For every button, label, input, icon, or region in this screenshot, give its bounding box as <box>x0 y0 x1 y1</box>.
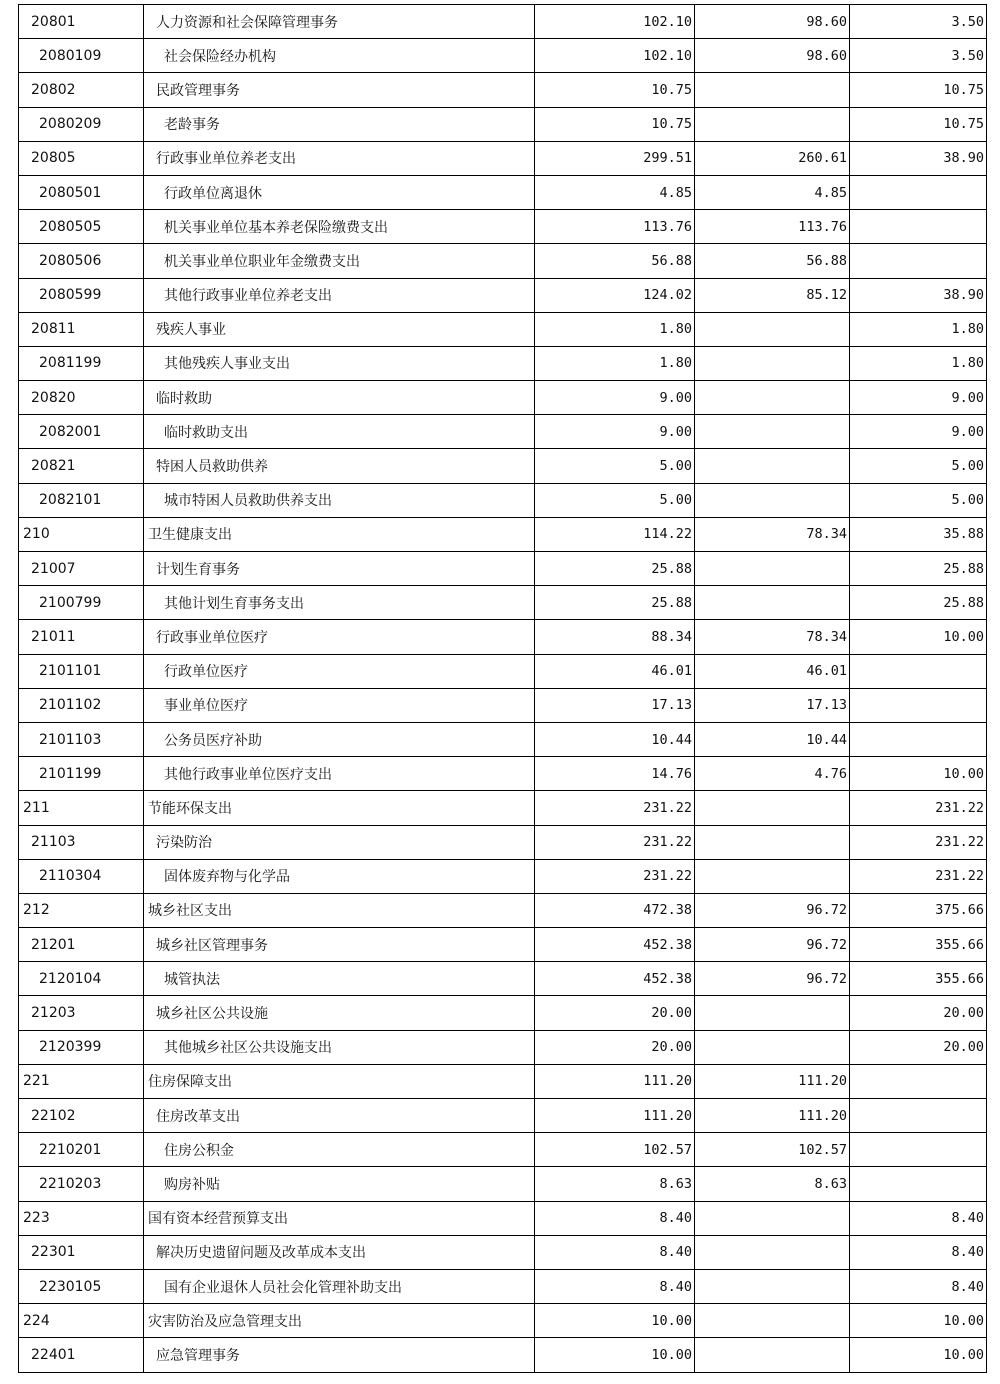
table-row <box>19 928 987 962</box>
code-cell: 20802 <box>19 73 144 107</box>
name-cell: 其他城乡社区公共设施支出 <box>144 1030 535 1064</box>
name-cell: 解决历史遗留问题及改革成本支出 <box>144 1235 535 1269</box>
total-cell: 88.34 <box>535 620 695 654</box>
project-expenditure-cell: 9.00 <box>850 381 987 415</box>
total-cell: 10.00 <box>535 1304 695 1338</box>
code-cell: 2120104 <box>19 962 144 996</box>
name-cell: 其他行政事业单位医疗支出 <box>144 757 535 791</box>
table-row <box>19 1304 987 1338</box>
project-expenditure-cell: 231.22 <box>850 791 987 825</box>
table-row <box>19 449 987 483</box>
name-cell: 城乡社区支出 <box>144 893 535 927</box>
basic-expenditure-cell: 4.85 <box>695 175 850 209</box>
name-cell: 节能环保支出 <box>144 791 535 825</box>
basic-expenditure-cell: 96.72 <box>695 928 850 962</box>
code-cell: 20811 <box>19 312 144 346</box>
table-row <box>19 757 987 791</box>
basic-expenditure-cell <box>695 1269 850 1303</box>
total-cell: 472.38 <box>535 893 695 927</box>
name-cell: 其他残疾人事业支出 <box>144 346 535 380</box>
table-row <box>19 688 987 722</box>
code-cell: 2082001 <box>19 415 144 449</box>
code-cell: 22301 <box>19 1235 144 1269</box>
project-expenditure-cell: 10.00 <box>850 1338 987 1372</box>
name-cell: 机关事业单位基本养老保险缴费支出 <box>144 210 535 244</box>
code-cell: 2080506 <box>19 244 144 278</box>
code-cell: 22102 <box>19 1099 144 1133</box>
table-row <box>19 722 987 756</box>
code-cell: 2080209 <box>19 107 144 141</box>
table-row <box>19 1064 987 1098</box>
basic-expenditure-cell: 78.34 <box>695 620 850 654</box>
name-cell: 住房改革支出 <box>144 1099 535 1133</box>
name-cell: 固体废弃物与化学品 <box>144 859 535 893</box>
basic-expenditure-cell <box>695 483 850 517</box>
code-cell: 2080505 <box>19 210 144 244</box>
code-cell: 224 <box>19 1304 144 1338</box>
total-cell: 14.76 <box>535 757 695 791</box>
code-cell: 2120399 <box>19 1030 144 1064</box>
name-cell: 城管执法 <box>144 962 535 996</box>
code-cell: 22401 <box>19 1338 144 1372</box>
code-cell: 21203 <box>19 996 144 1030</box>
name-cell: 临时救助 <box>144 381 535 415</box>
total-cell: 231.22 <box>535 825 695 859</box>
name-cell: 残疾人事业 <box>144 312 535 346</box>
basic-expenditure-cell: 85.12 <box>695 278 850 312</box>
code-cell: 210 <box>19 517 144 551</box>
basic-expenditure-cell: 96.72 <box>695 893 850 927</box>
total-cell: 5.00 <box>535 449 695 483</box>
table-row <box>19 996 987 1030</box>
basic-expenditure-cell <box>695 552 850 586</box>
table-row <box>19 107 987 141</box>
basic-expenditure-cell <box>695 791 850 825</box>
table-row <box>19 620 987 654</box>
table-row <box>19 586 987 620</box>
total-cell: 9.00 <box>535 415 695 449</box>
basic-expenditure-cell <box>695 415 850 449</box>
basic-expenditure-cell <box>695 825 850 859</box>
project-expenditure-cell: 5.00 <box>850 483 987 517</box>
name-cell: 国有资本经营预算支出 <box>144 1201 535 1235</box>
code-cell: 20805 <box>19 141 144 175</box>
total-cell: 25.88 <box>535 586 695 620</box>
basic-expenditure-cell <box>695 312 850 346</box>
basic-expenditure-cell: 113.76 <box>695 210 850 244</box>
basic-expenditure-cell: 98.60 <box>695 39 850 73</box>
table-row <box>19 517 987 551</box>
basic-expenditure-cell <box>695 1338 850 1372</box>
project-expenditure-cell <box>850 1133 987 1167</box>
code-cell: 2080599 <box>19 278 144 312</box>
basic-expenditure-cell: 17.13 <box>695 688 850 722</box>
name-cell: 社会保险经办机构 <box>144 39 535 73</box>
name-cell: 卫生健康支出 <box>144 517 535 551</box>
project-expenditure-cell: 8.40 <box>850 1201 987 1235</box>
code-cell: 21011 <box>19 620 144 654</box>
total-cell: 102.57 <box>535 1133 695 1167</box>
project-expenditure-cell: 8.40 <box>850 1269 987 1303</box>
table-row <box>19 312 987 346</box>
total-cell: 114.22 <box>535 517 695 551</box>
code-cell: 2082101 <box>19 483 144 517</box>
code-cell: 2080109 <box>19 39 144 73</box>
project-expenditure-cell <box>850 722 987 756</box>
basic-expenditure-cell: 78.34 <box>695 517 850 551</box>
project-expenditure-cell: 10.75 <box>850 73 987 107</box>
project-expenditure-cell: 5.00 <box>850 449 987 483</box>
project-expenditure-cell: 25.88 <box>850 552 987 586</box>
name-cell: 应急管理事务 <box>144 1338 535 1372</box>
basic-expenditure-cell <box>695 586 850 620</box>
basic-expenditure-cell: 46.01 <box>695 654 850 688</box>
basic-expenditure-cell <box>695 381 850 415</box>
table-row <box>19 1269 987 1303</box>
project-expenditure-cell <box>850 688 987 722</box>
name-cell: 城乡社区管理事务 <box>144 928 535 962</box>
project-expenditure-cell: 3.50 <box>850 39 987 73</box>
code-cell: 221 <box>19 1064 144 1098</box>
project-expenditure-cell: 1.80 <box>850 312 987 346</box>
code-cell: 21007 <box>19 552 144 586</box>
project-expenditure-cell: 35.88 <box>850 517 987 551</box>
project-expenditure-cell <box>850 210 987 244</box>
table-row <box>19 893 987 927</box>
project-expenditure-cell: 355.66 <box>850 928 987 962</box>
code-cell: 21103 <box>19 825 144 859</box>
table-row <box>19 825 987 859</box>
table-row <box>19 552 987 586</box>
project-expenditure-cell: 3.50 <box>850 5 987 39</box>
table-row <box>19 1167 987 1201</box>
project-expenditure-cell: 10.00 <box>850 1304 987 1338</box>
basic-expenditure-cell <box>695 859 850 893</box>
code-cell: 2081199 <box>19 346 144 380</box>
total-cell: 5.00 <box>535 483 695 517</box>
project-expenditure-cell: 1.80 <box>850 346 987 380</box>
name-cell: 临时救助支出 <box>144 415 535 449</box>
total-cell: 9.00 <box>535 381 695 415</box>
code-cell: 2080501 <box>19 175 144 209</box>
project-expenditure-cell: 20.00 <box>850 1030 987 1064</box>
project-expenditure-cell <box>850 654 987 688</box>
code-cell: 223 <box>19 1201 144 1235</box>
code-cell: 2210203 <box>19 1167 144 1201</box>
basic-expenditure-cell: 102.57 <box>695 1133 850 1167</box>
total-cell: 20.00 <box>535 996 695 1030</box>
total-cell: 8.63 <box>535 1167 695 1201</box>
total-cell: 8.40 <box>535 1269 695 1303</box>
total-cell: 1.80 <box>535 312 695 346</box>
total-cell: 10.75 <box>535 73 695 107</box>
table-row <box>19 39 987 73</box>
total-cell: 10.75 <box>535 107 695 141</box>
name-cell: 老龄事务 <box>144 107 535 141</box>
table-row <box>19 1201 987 1235</box>
name-cell: 民政管理事务 <box>144 73 535 107</box>
total-cell: 20.00 <box>535 1030 695 1064</box>
table-row <box>19 1133 987 1167</box>
total-cell: 102.10 <box>535 5 695 39</box>
project-expenditure-cell: 231.22 <box>850 825 987 859</box>
basic-expenditure-cell: 98.60 <box>695 5 850 39</box>
project-expenditure-cell: 10.00 <box>850 620 987 654</box>
table-row <box>19 654 987 688</box>
basic-expenditure-cell <box>695 73 850 107</box>
table-row <box>19 859 987 893</box>
code-cell: 2100799 <box>19 586 144 620</box>
project-expenditure-cell <box>850 1099 987 1133</box>
total-cell: 102.10 <box>535 39 695 73</box>
table-row <box>19 346 987 380</box>
total-cell: 4.85 <box>535 175 695 209</box>
total-cell: 25.88 <box>535 552 695 586</box>
project-expenditure-cell <box>850 1064 987 1098</box>
basic-expenditure-cell: 111.20 <box>695 1064 850 1098</box>
code-cell: 21201 <box>19 928 144 962</box>
basic-expenditure-cell: 10.44 <box>695 722 850 756</box>
basic-expenditure-cell <box>695 107 850 141</box>
basic-expenditure-cell: 96.72 <box>695 962 850 996</box>
project-expenditure-cell: 9.00 <box>850 415 987 449</box>
project-expenditure-cell: 231.22 <box>850 859 987 893</box>
name-cell: 计划生育事务 <box>144 552 535 586</box>
name-cell: 事业单位医疗 <box>144 688 535 722</box>
budget-table <box>18 4 987 1373</box>
basic-expenditure-cell <box>695 1235 850 1269</box>
table-row <box>19 483 987 517</box>
project-expenditure-cell <box>850 244 987 278</box>
total-cell: 124.02 <box>535 278 695 312</box>
basic-expenditure-cell: 8.63 <box>695 1167 850 1201</box>
total-cell: 56.88 <box>535 244 695 278</box>
table-row <box>19 175 987 209</box>
total-cell: 111.20 <box>535 1099 695 1133</box>
table-row <box>19 791 987 825</box>
name-cell: 国有企业退休人员社会化管理补助支出 <box>144 1269 535 1303</box>
total-cell: 46.01 <box>535 654 695 688</box>
total-cell: 299.51 <box>535 141 695 175</box>
budget-table-body <box>19 5 987 1373</box>
name-cell: 住房公积金 <box>144 1133 535 1167</box>
basic-expenditure-cell: 260.61 <box>695 141 850 175</box>
basic-expenditure-cell: 4.76 <box>695 757 850 791</box>
code-cell: 2101102 <box>19 688 144 722</box>
table-row <box>19 73 987 107</box>
basic-expenditure-cell: 111.20 <box>695 1099 850 1133</box>
code-cell: 2101101 <box>19 654 144 688</box>
name-cell: 行政单位离退休 <box>144 175 535 209</box>
table-row <box>19 1235 987 1269</box>
table-row <box>19 244 987 278</box>
project-expenditure-cell: 375.66 <box>850 893 987 927</box>
project-expenditure-cell: 355.66 <box>850 962 987 996</box>
project-expenditure-cell: 38.90 <box>850 278 987 312</box>
project-expenditure-cell: 8.40 <box>850 1235 987 1269</box>
basic-expenditure-cell <box>695 1304 850 1338</box>
code-cell: 20820 <box>19 381 144 415</box>
total-cell: 10.00 <box>535 1338 695 1372</box>
code-cell: 2110304 <box>19 859 144 893</box>
total-cell: 111.20 <box>535 1064 695 1098</box>
basic-expenditure-cell <box>695 996 850 1030</box>
basic-expenditure-cell: 56.88 <box>695 244 850 278</box>
code-cell: 20821 <box>19 449 144 483</box>
table-row <box>19 278 987 312</box>
name-cell: 住房保障支出 <box>144 1064 535 1098</box>
code-cell: 2230105 <box>19 1269 144 1303</box>
table-row <box>19 962 987 996</box>
name-cell: 其他计划生育事务支出 <box>144 586 535 620</box>
code-cell: 211 <box>19 791 144 825</box>
code-cell: 2210201 <box>19 1133 144 1167</box>
name-cell: 污染防治 <box>144 825 535 859</box>
table-row <box>19 1099 987 1133</box>
table-row <box>19 141 987 175</box>
total-cell: 452.38 <box>535 928 695 962</box>
total-cell: 452.38 <box>535 962 695 996</box>
name-cell: 行政事业单位养老支出 <box>144 141 535 175</box>
name-cell: 行政事业单位医疗 <box>144 620 535 654</box>
total-cell: 10.44 <box>535 722 695 756</box>
basic-expenditure-cell <box>695 1201 850 1235</box>
project-expenditure-cell: 10.00 <box>850 757 987 791</box>
project-expenditure-cell <box>850 175 987 209</box>
table-row <box>19 1030 987 1064</box>
total-cell: 8.40 <box>535 1201 695 1235</box>
table-row <box>19 415 987 449</box>
total-cell: 17.13 <box>535 688 695 722</box>
name-cell: 购房补贴 <box>144 1167 535 1201</box>
name-cell: 其他行政事业单位养老支出 <box>144 278 535 312</box>
project-expenditure-cell: 10.75 <box>850 107 987 141</box>
table-row <box>19 381 987 415</box>
table-row <box>19 5 987 39</box>
name-cell: 城乡社区公共设施 <box>144 996 535 1030</box>
name-cell: 特困人员救助供养 <box>144 449 535 483</box>
total-cell: 1.80 <box>535 346 695 380</box>
project-expenditure-cell <box>850 1167 987 1201</box>
name-cell: 城市特困人员救助供养支出 <box>144 483 535 517</box>
basic-expenditure-cell <box>695 449 850 483</box>
name-cell: 公务员医疗补助 <box>144 722 535 756</box>
table-row <box>19 210 987 244</box>
name-cell: 机关事业单位职业年金缴费支出 <box>144 244 535 278</box>
code-cell: 2101199 <box>19 757 144 791</box>
code-cell: 20801 <box>19 5 144 39</box>
name-cell: 灾害防治及应急管理支出 <box>144 1304 535 1338</box>
name-cell: 人力资源和社会保障管理事务 <box>144 5 535 39</box>
total-cell: 113.76 <box>535 210 695 244</box>
basic-expenditure-cell <box>695 1030 850 1064</box>
name-cell: 行政单位医疗 <box>144 654 535 688</box>
project-expenditure-cell: 20.00 <box>850 996 987 1030</box>
basic-expenditure-cell <box>695 346 850 380</box>
total-cell: 231.22 <box>535 791 695 825</box>
code-cell: 212 <box>19 893 144 927</box>
table-row <box>19 1338 987 1372</box>
total-cell: 8.40 <box>535 1235 695 1269</box>
code-cell: 2101103 <box>19 722 144 756</box>
project-expenditure-cell: 25.88 <box>850 586 987 620</box>
project-expenditure-cell: 38.90 <box>850 141 987 175</box>
total-cell: 231.22 <box>535 859 695 893</box>
